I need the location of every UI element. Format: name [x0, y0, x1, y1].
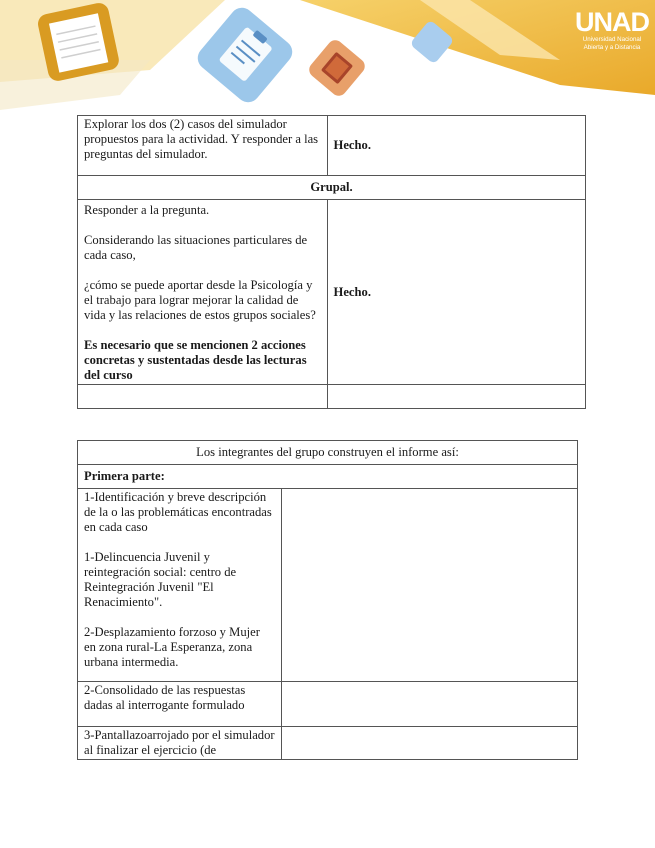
report-table — [77, 440, 578, 760]
paragraph: 2-Desplazamiento forzoso y Mujer en zona rural-La Esperanza, zona urbana intermedia. — [84, 625, 260, 669]
empty-cell — [281, 682, 577, 727]
table-cell: Explorar los dos (2) casos del simulador propuestos para la actividad. Y responder a las preguntas del simulador. — [78, 116, 328, 176]
header-banner — [0, 0, 655, 130]
book-icon — [306, 37, 368, 99]
activities-table — [77, 115, 586, 409]
page-header — [0, 0, 655, 130]
logo-main-text: UNAD — [575, 7, 649, 37]
table-row — [78, 116, 586, 176]
table-row — [78, 489, 578, 682]
section-heading-grupal: Grupal. — [78, 176, 586, 200]
empty-cell — [78, 385, 328, 409]
logo-subtitle-2: Abierta y a Distancia — [583, 44, 641, 51]
status-cell: Hecho. — [327, 116, 585, 176]
report-title: Los integrantes del grupo construyen el informe así: — [78, 441, 578, 465]
unad-logo — [574, 8, 650, 52]
status-cell: Hecho. — [327, 200, 585, 385]
paragraph: 1-Delincuencia Juvenil y reintegración social: centro de Reintegración Juvenil "El Renacimiento". — [84, 550, 237, 609]
table-row — [78, 727, 578, 760]
table-row — [78, 385, 586, 409]
paragraph: Es necesario que se mencionen 2 acciones concretas y sustentadas desde las lecturas del curso — [84, 338, 307, 382]
table-cell — [78, 489, 282, 682]
table-cell: 2-Consolidado de las respuestas dadas al interrogante formulado — [78, 682, 282, 727]
empty-cell — [281, 489, 577, 682]
empty-cell — [281, 727, 577, 760]
paragraph: 1-Identificación y breve descripción de la o las problemáticas encontradas en cada caso — [84, 490, 272, 534]
table-row — [78, 682, 578, 727]
clipboard-icon — [193, 3, 297, 107]
table-row — [78, 176, 586, 200]
paragraph: Considerando las situaciones particulares de cada caso, — [84, 233, 308, 262]
logo-subtitle-1: Universidad Nacional — [582, 36, 642, 43]
paragraph: Responder a la pregunta. — [84, 203, 210, 217]
table-cell: 3-Pantallazoarrojado por el simulador al finalizar el ejercicio (de — [78, 727, 282, 760]
empty-cell — [327, 385, 585, 409]
table-row — [78, 441, 578, 465]
paragraph: ¿cómo se puede aportar desde la Psicología y el trabajo para lograr mejorar la calidad de vida y las relaciones de estos grupos sociales? — [84, 278, 316, 322]
table-row — [78, 200, 586, 385]
table-cell — [78, 200, 328, 385]
section-heading-primera-parte: Primera parte: — [78, 465, 578, 489]
table-row — [78, 465, 578, 489]
